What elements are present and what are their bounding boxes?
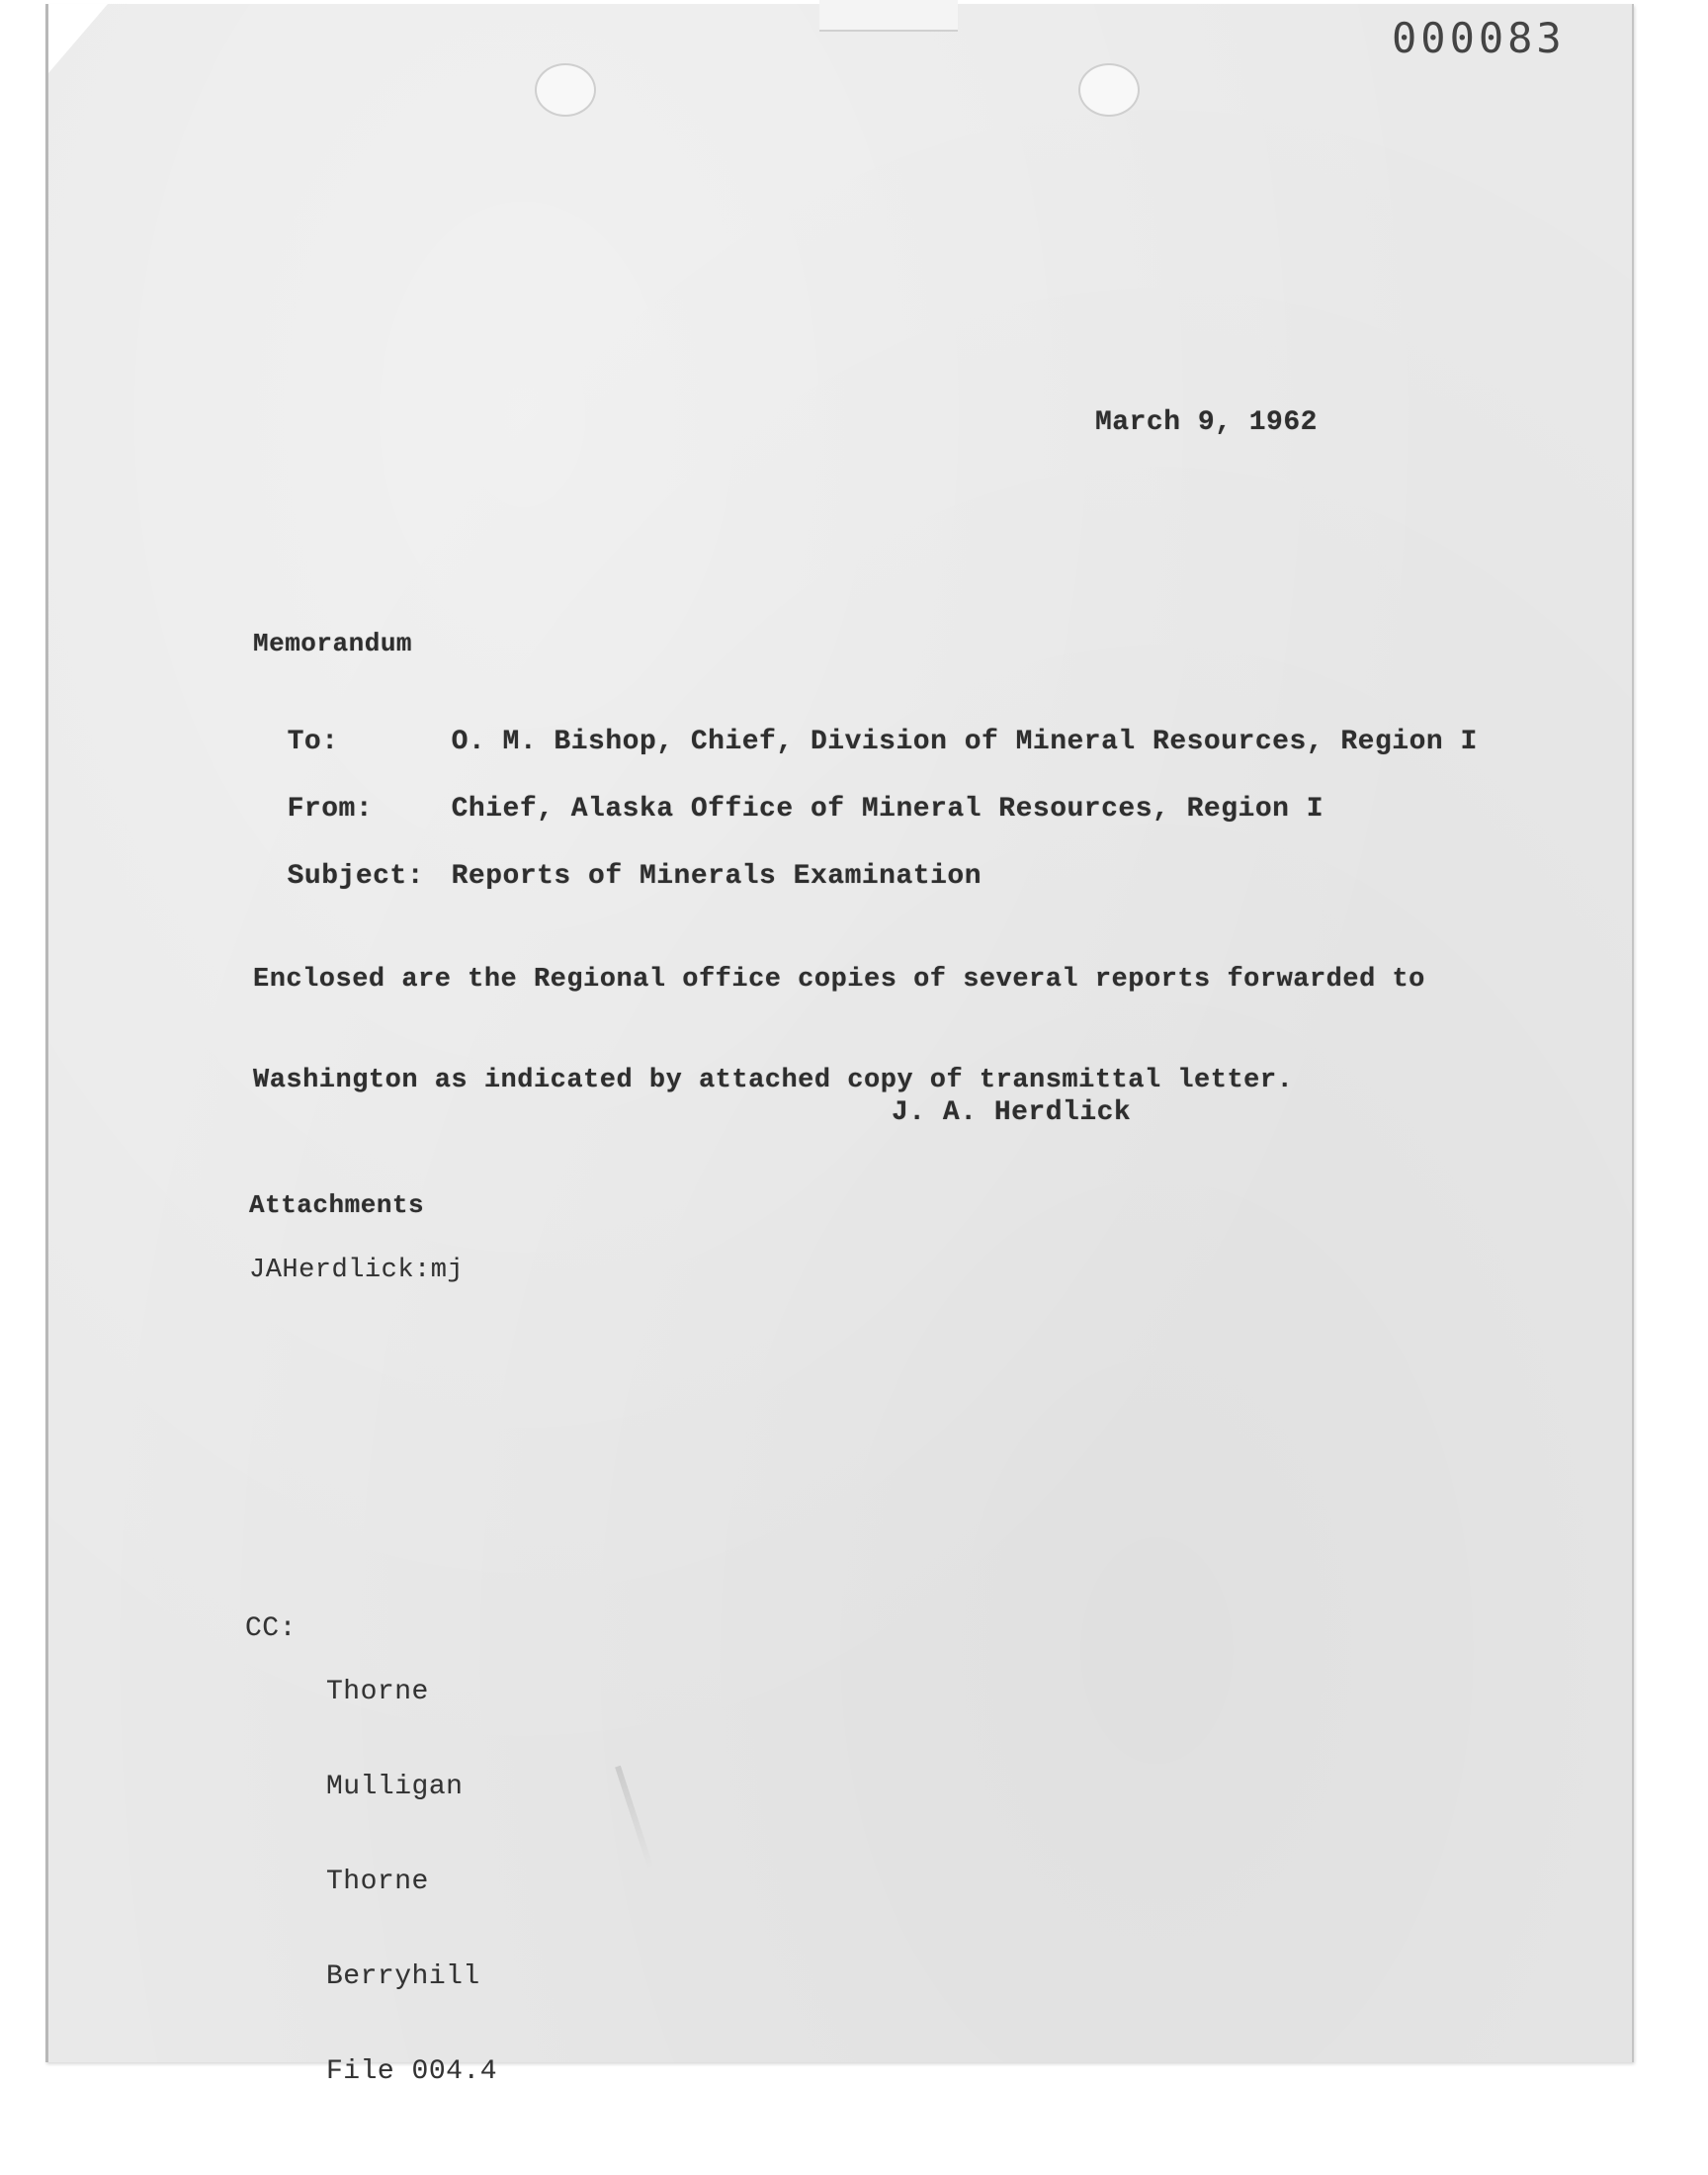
subject-label: Subject: bbox=[287, 861, 425, 892]
page-number: 000083 bbox=[1392, 14, 1566, 62]
signature-name: J. A. Herdlick bbox=[892, 1097, 1132, 1128]
cc-recipient: Thorne bbox=[326, 1867, 429, 1897]
memo-body bbox=[253, 896, 1425, 1131]
subject-line bbox=[253, 830, 982, 892]
cc-recipient: Berryhill bbox=[326, 1961, 480, 1992]
cc-recipient-list bbox=[326, 1613, 497, 2151]
paper-tab bbox=[819, 0, 958, 32]
to-value: O. M. Bishop, Chief, Division of Mineral Resources, Region I bbox=[451, 727, 1478, 757]
typist-initials: JAHerdlick:mj bbox=[249, 1256, 465, 1285]
from-value: Chief, Alaska Office of Mineral Resources, Region I bbox=[451, 794, 1324, 825]
cc-recipient: Mulligan bbox=[326, 1772, 464, 1802]
to-label: To: bbox=[287, 727, 339, 757]
cc-recipient: Thorne bbox=[326, 1677, 429, 1707]
from-line bbox=[253, 763, 1324, 825]
attachments-label: Attachments bbox=[249, 1190, 425, 1220]
cc-label: CC: bbox=[245, 1613, 297, 1644]
to-line bbox=[253, 696, 1478, 757]
punch-hole-right bbox=[1078, 63, 1140, 117]
body-line: Washington as indicated by attached copy of transmittal letter. bbox=[253, 1066, 1294, 1095]
page-corner-fold bbox=[48, 4, 108, 73]
memo-type-heading: Memorandum bbox=[253, 629, 413, 658]
cc-recipient: File 004.4 bbox=[326, 2056, 498, 2087]
cc-block bbox=[245, 1613, 498, 2087]
memo-date: March 9, 1962 bbox=[1095, 407, 1318, 438]
punch-hole-left bbox=[535, 63, 596, 117]
subject-value: Reports of Minerals Examination bbox=[451, 861, 982, 892]
from-label: From: bbox=[287, 794, 374, 825]
body-line: Enclosed are the Regional office copies of several reports forwarded to bbox=[253, 965, 1425, 995]
paper-smudge bbox=[615, 1766, 654, 1870]
